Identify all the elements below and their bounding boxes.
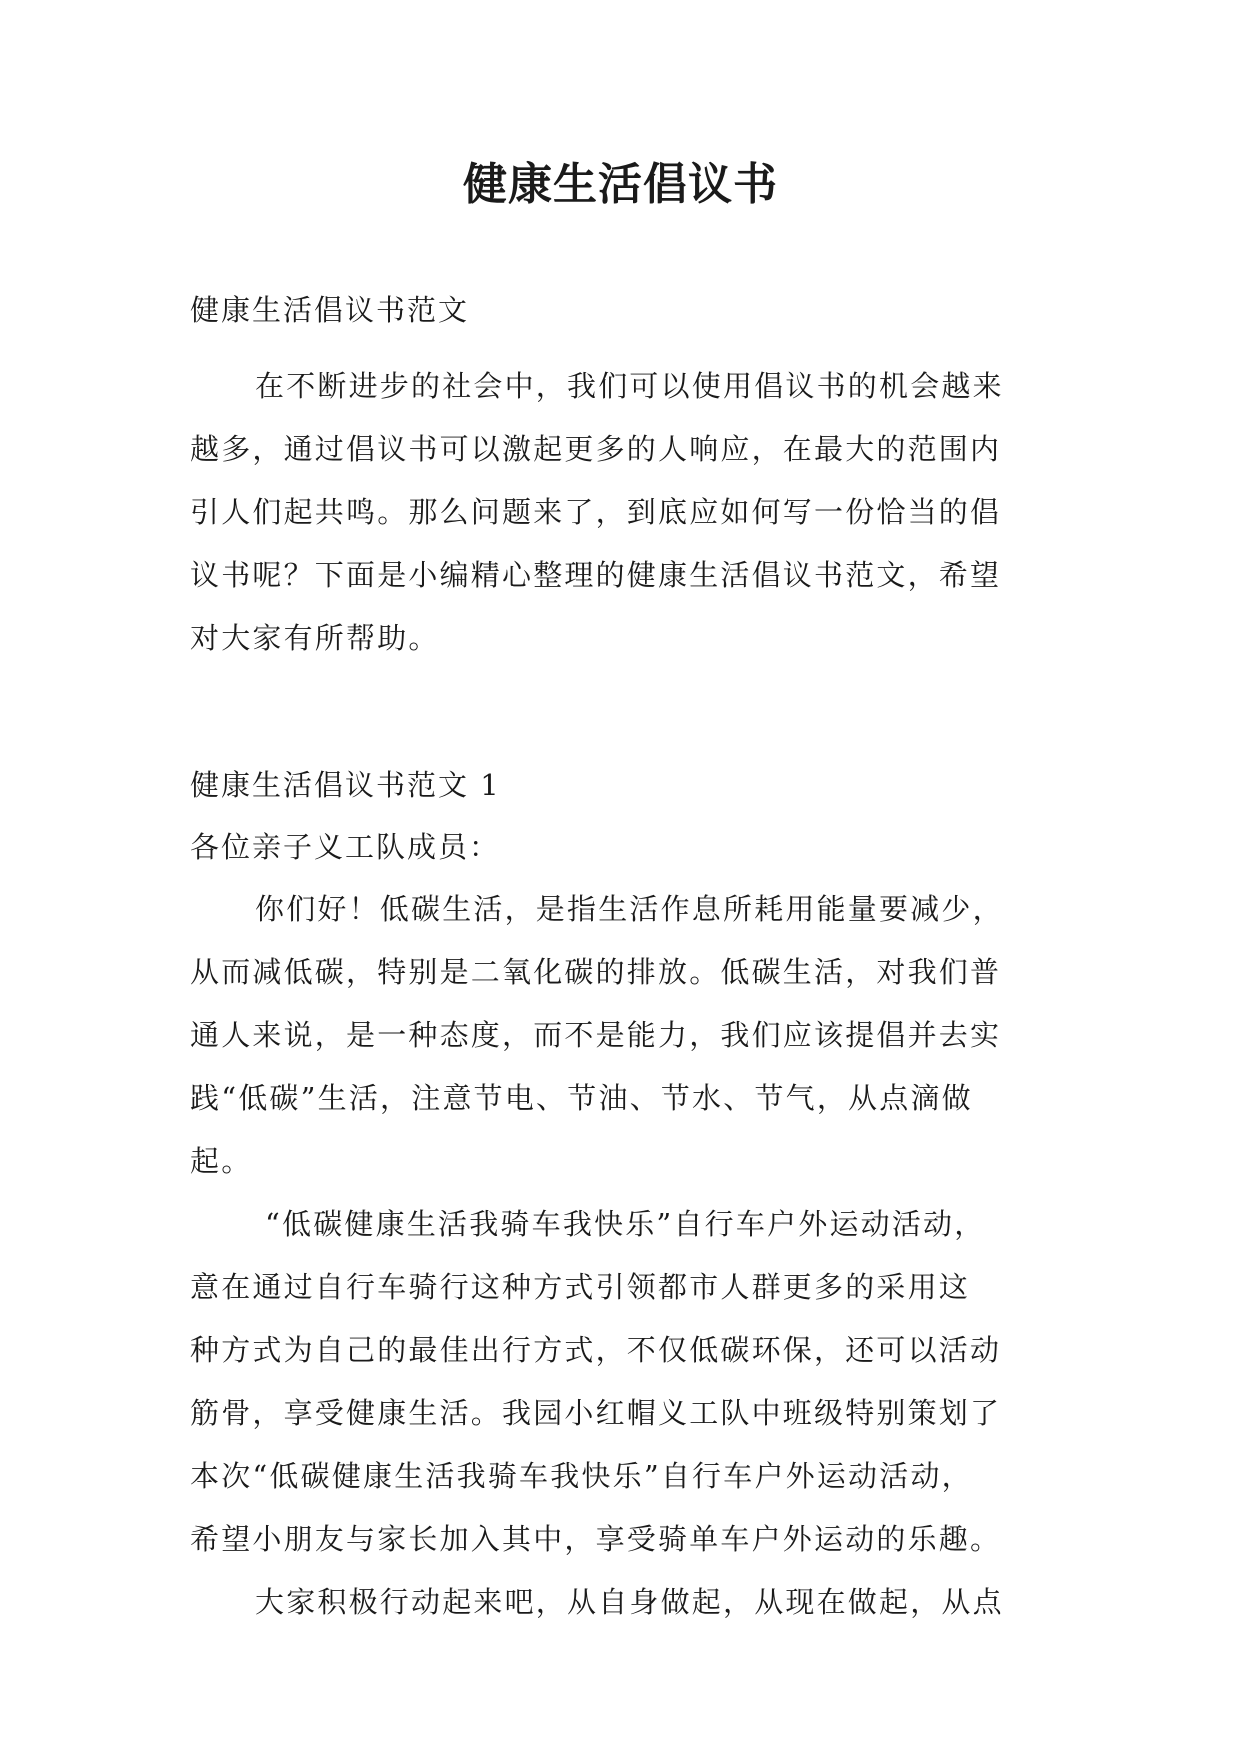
intro-line: 越多，通过倡议书可以激起更多的人响应，在最大的范围内: [190, 432, 1002, 466]
document-title: 健康生活倡议书: [463, 159, 778, 210]
paragraph-2: [190, 1204, 1070, 1582]
intro-line: 对大家有所帮助。: [190, 621, 440, 655]
paragraph-line: 你们好！低碳生活，是指生活作息所耗用能量要减少，: [255, 892, 1004, 926]
intro-paragraph: [190, 366, 1070, 681]
section-heading: 健康生活倡议书范文 1: [190, 768, 501, 802]
intro-line: 议书呢？下面是小编精心整理的健康生活倡议书范文，希望: [190, 558, 1002, 592]
paragraph-line: 种方式为自己的最佳出行方式，不仅低碳环保，还可以活动: [190, 1333, 1002, 1367]
paragraph-line: 起。: [190, 1144, 253, 1178]
paragraph-line: 筋骨，享受健康生活。我园小红帽义工队中班级特别策划了: [190, 1396, 1002, 1430]
paragraph-1: [190, 889, 1070, 1204]
paragraph-line: 践“低碳”生活，注意节电、节油、节水、节气，从点滴做: [190, 1081, 973, 1115]
paragraph-line: 希望小朋友与家长加入其中，享受骑单车户外运动的乐趣。: [190, 1522, 1002, 1556]
paragraph-line: “低碳健康生活我骑车我快乐”自行车户外运动活动，: [265, 1207, 986, 1241]
paragraph-line: 本次“低碳健康生活我骑车我快乐”自行车户外运动活动，: [190, 1459, 973, 1493]
paragraph-line: 大家积极行动起来吧，从自身做起，从现在做起，从点: [255, 1585, 1004, 1619]
paragraph-line: 通人来说，是一种态度，而不是能力，我们应该提倡并去实: [190, 1018, 1002, 1052]
intro-line: 引人们起共鸣。那么问题来了，到底应如何写一份恰当的倡: [190, 495, 1002, 529]
paragraph-line: 意在通过自行车骑行这种方式引领都市人群更多的采用这: [190, 1270, 971, 1304]
intro-line: 在不断进步的社会中，我们可以使用倡议书的机会越来: [255, 369, 1004, 403]
salutation: 各位亲子义工队成员：: [190, 830, 501, 864]
document-subtitle: 健康生活倡议书范文: [190, 293, 470, 327]
paragraph-3: [190, 1582, 1070, 1645]
paragraph-line: 从而减低碳，特别是二氧化碳的排放。低碳生活，对我们普: [190, 955, 1002, 989]
